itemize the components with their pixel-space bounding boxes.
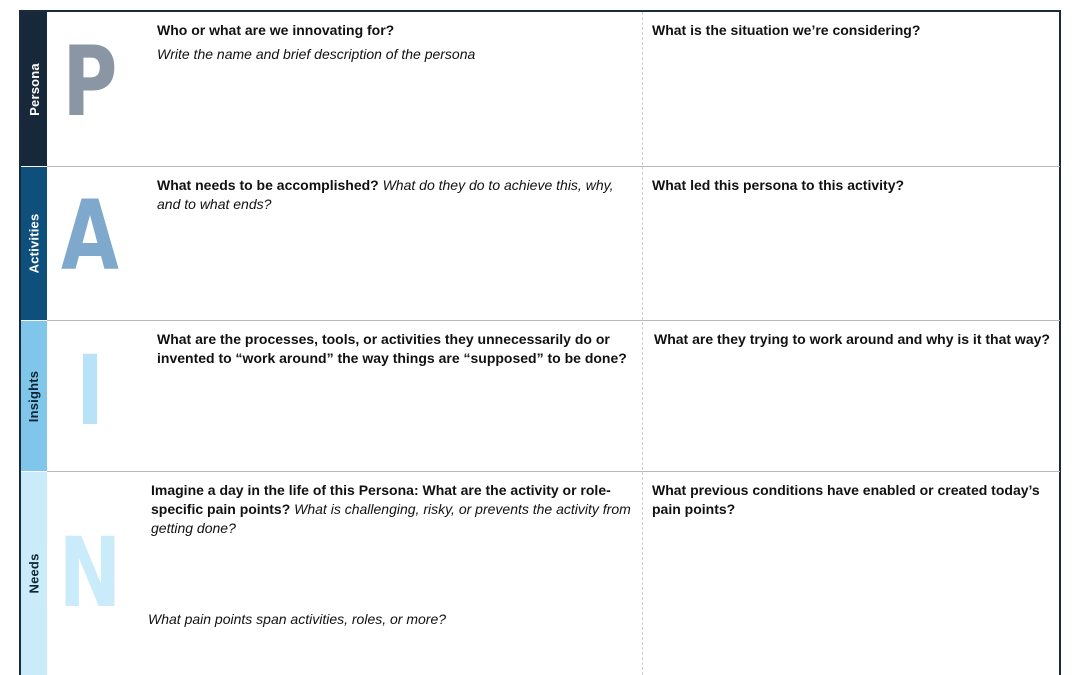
activities-question-italic: What do they do to achieve this, why, and to what ends?	[157, 177, 614, 212]
side-tab-needs	[21, 472, 47, 675]
needs-span-question: What pain points span activities, roles, or more?	[148, 611, 447, 627]
led-question-bold: What led this persona to this activity?	[652, 177, 905, 193]
activities-question-bold: What needs to be accomplished?	[157, 177, 379, 193]
row-divider	[47, 166, 1060, 167]
column-divider	[642, 12, 643, 675]
situation-question	[652, 21, 1052, 40]
big-letter-a: A	[61, 180, 119, 292]
insights-question-bold: What are the processes, tools, or activities they unnecessarily do or invented to “work around” the way things are “supposed” to be done?	[157, 331, 627, 366]
side-label-activities: Activities	[26, 213, 42, 274]
side-label-insights: Insights	[26, 370, 42, 422]
conditions-question	[652, 481, 1052, 519]
insights-question	[157, 330, 637, 368]
side-label-persona: Persona	[26, 62, 42, 116]
big-letter-i: I	[76, 335, 104, 447]
side-tab-persona	[21, 12, 47, 166]
workaround-question-bold: What are they trying to work around and why is it that way?	[654, 331, 1050, 347]
row-divider	[47, 471, 1060, 472]
side-tab-insights	[21, 321, 47, 471]
big-letter-n: N	[58, 517, 122, 629]
needs-question	[151, 481, 631, 538]
led-question	[652, 176, 1052, 195]
activities-question	[157, 176, 627, 214]
frame-right-border	[1059, 10, 1061, 675]
side-label-needs: Needs	[26, 553, 42, 594]
persona-question	[157, 21, 627, 64]
situation-question-bold: What is the situation we’re considering?	[652, 22, 921, 38]
side-tab-activities	[21, 167, 47, 320]
persona-question-bold: Who or what are we innovating for?	[157, 22, 395, 38]
needs-question-bold: Imagine a day in the life of this Persona: What are the activity or role-specific pain points?	[151, 482, 611, 517]
big-letter-p: P	[62, 26, 118, 138]
persona-question-italic: Write the name and brief description of the persona	[157, 46, 476, 62]
frame-top-border	[19, 10, 1061, 12]
needs-question-italic: What is challenging, risky, or prevents the activity from getting done?	[151, 501, 631, 536]
workaround-question	[654, 330, 1059, 349]
row-divider	[47, 320, 1060, 321]
conditions-question-bold: What previous conditions have enabled or created today’s pain points?	[652, 482, 1040, 517]
